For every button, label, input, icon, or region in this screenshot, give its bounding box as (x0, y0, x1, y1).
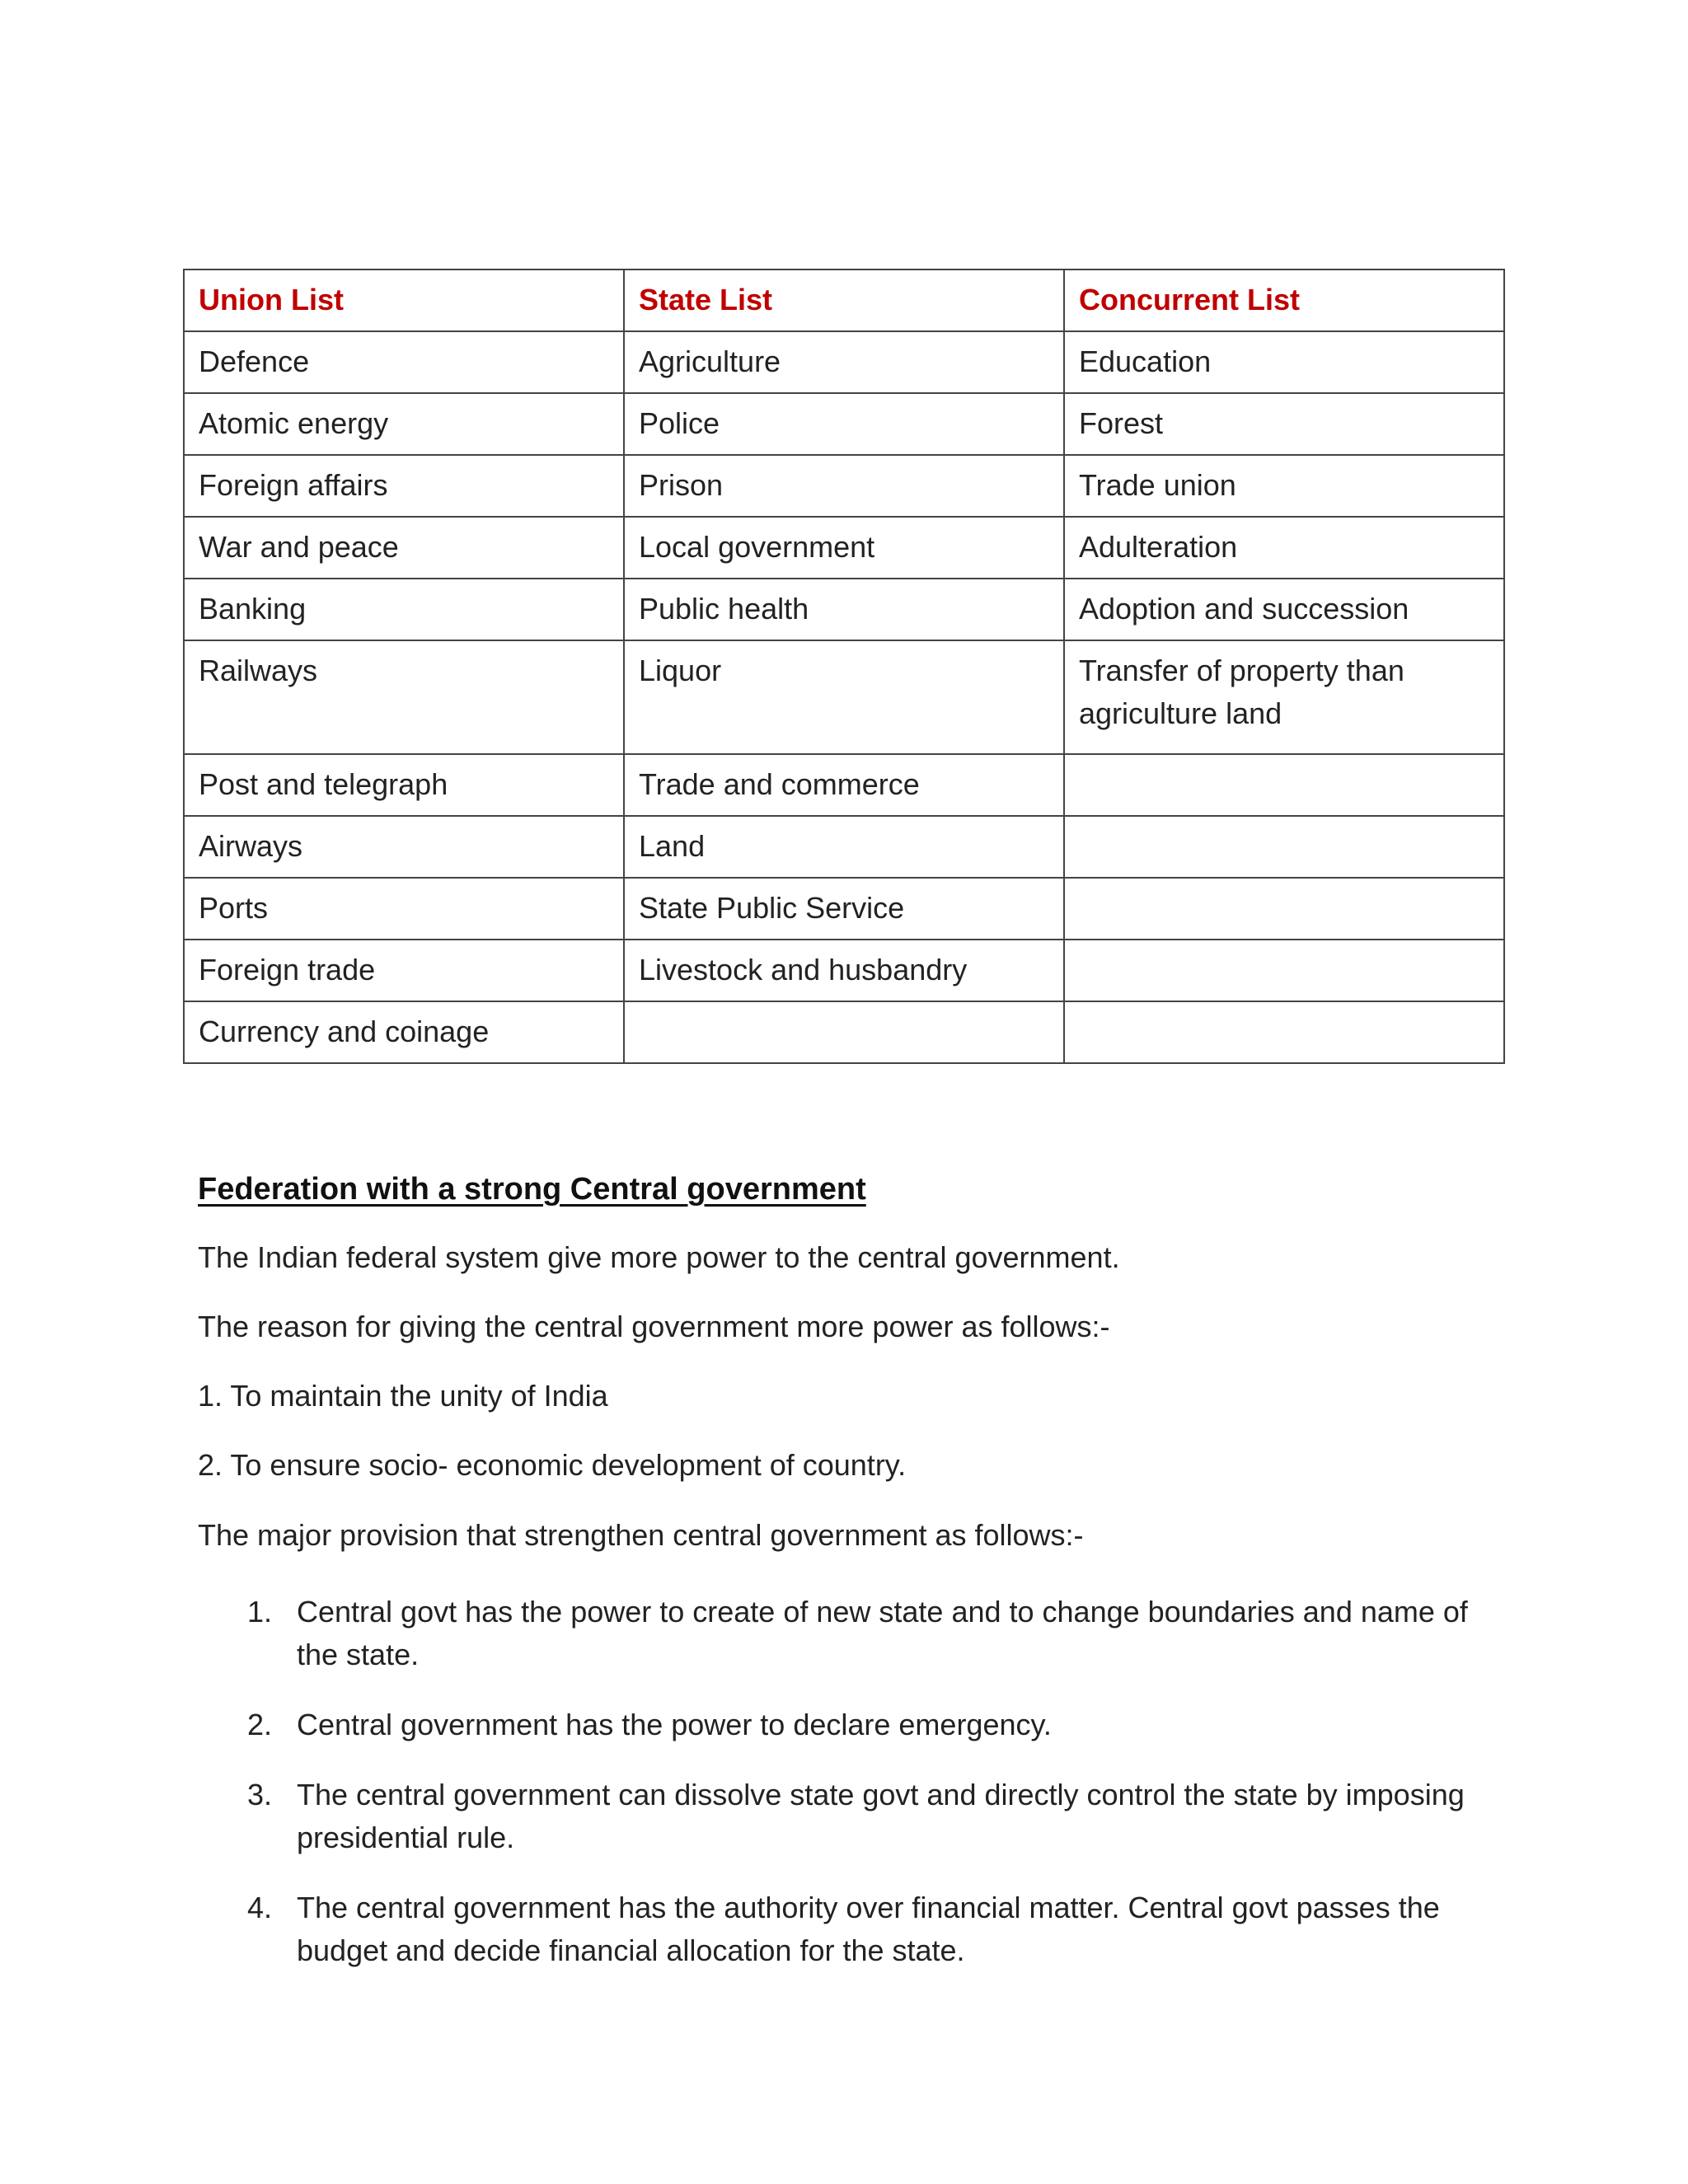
table-cell: Police (624, 393, 1064, 455)
table-cell: Airways (184, 816, 624, 878)
table-cell: War and peace (184, 517, 624, 579)
table-cell: Atomic energy (184, 393, 624, 455)
reason-item: 2. To ensure socio- economic development of country. (198, 1448, 907, 1482)
list-number: 4. (247, 1891, 273, 1924)
table-cell: Local government (624, 517, 1064, 579)
list-item-text: The central government has the authority over financial matter. Central govt passes the budget and decide financial allocation for the state. (297, 1891, 1440, 1967)
table-cell: Banking (184, 579, 624, 640)
table-cell (1064, 878, 1504, 940)
table-cell: Livestock and husbandry (624, 940, 1064, 1001)
legislative-lists-table (183, 269, 1505, 1064)
table-cell: Foreign affairs (184, 455, 624, 517)
intro-paragraph: The Indian federal system give more power to the central government. (198, 1240, 1120, 1274)
table-cell (1064, 1001, 1504, 1063)
list-item (198, 1704, 1484, 1746)
table-cell: Defence (184, 331, 624, 393)
table-row (184, 393, 1504, 455)
reason-intro-paragraph: The reason for giving the central government more power as follows:- (198, 1310, 1110, 1343)
table-cell: Trade union (1064, 455, 1504, 517)
list-item-text: Central govt has the power to create of new state and to change boundaries and name of the state. (297, 1595, 1468, 1671)
table-cell: Forest (1064, 393, 1504, 455)
table-row (184, 816, 1504, 878)
table-cell (1064, 940, 1504, 1001)
table-row (184, 579, 1504, 640)
table-cell: Agriculture (624, 331, 1064, 393)
table-cell (1064, 754, 1504, 816)
table-cell: Trade and commerce (624, 754, 1064, 816)
table-cell (1064, 816, 1504, 878)
state-list-header: State List (624, 269, 1064, 331)
table-cell: Foreign trade (184, 940, 624, 1001)
table-row (184, 331, 1504, 393)
table-cell: Liquor (624, 640, 1064, 754)
table-row (184, 1001, 1504, 1063)
table-cell: Railways (184, 640, 624, 754)
table-cell: Transfer of property than agriculture land (1064, 640, 1504, 754)
list-number: 1. (247, 1595, 273, 1629)
table-cell: Ports (184, 878, 624, 940)
list-item (198, 1886, 1484, 1972)
list-number: 3. (247, 1778, 273, 1811)
list-item-text: Central government has the power to declare emergency. (297, 1708, 1052, 1741)
list-item (198, 1591, 1484, 1676)
table-row (184, 640, 1504, 754)
provision-intro-paragraph: The major provision that strengthen central government as follows:- (198, 1518, 1084, 1552)
provisions-list (198, 1591, 1484, 1999)
table-cell: Currency and coinage (184, 1001, 624, 1063)
list-item-text: The central government can dissolve state govt and directly control the state by imposing presidential rule. (297, 1778, 1465, 1854)
table-cell: Land (624, 816, 1064, 878)
table-cell: Prison (624, 455, 1064, 517)
table-row (184, 940, 1504, 1001)
table-cell: Adoption and succession (1064, 579, 1504, 640)
table-cell: Post and telegraph (184, 754, 624, 816)
table-row (184, 455, 1504, 517)
table-row (184, 517, 1504, 579)
table-cell: Adulteration (1064, 517, 1504, 579)
concurrent-list-header: Concurrent List (1064, 269, 1504, 331)
list-number: 2. (247, 1708, 273, 1741)
table-row (184, 754, 1504, 816)
table-cell: Education (1064, 331, 1504, 393)
reason-item: 1. To maintain the unity of India (198, 1379, 608, 1413)
table-cell: Public health (624, 579, 1064, 640)
table-header-row (184, 269, 1504, 331)
table-cell: State Public Service (624, 878, 1064, 940)
table-cell (624, 1001, 1064, 1063)
list-item (198, 1774, 1484, 1859)
union-list-header: Union List (184, 269, 624, 331)
table-row (184, 878, 1504, 940)
section-heading: Federation with a strong Central government (198, 1172, 866, 1207)
